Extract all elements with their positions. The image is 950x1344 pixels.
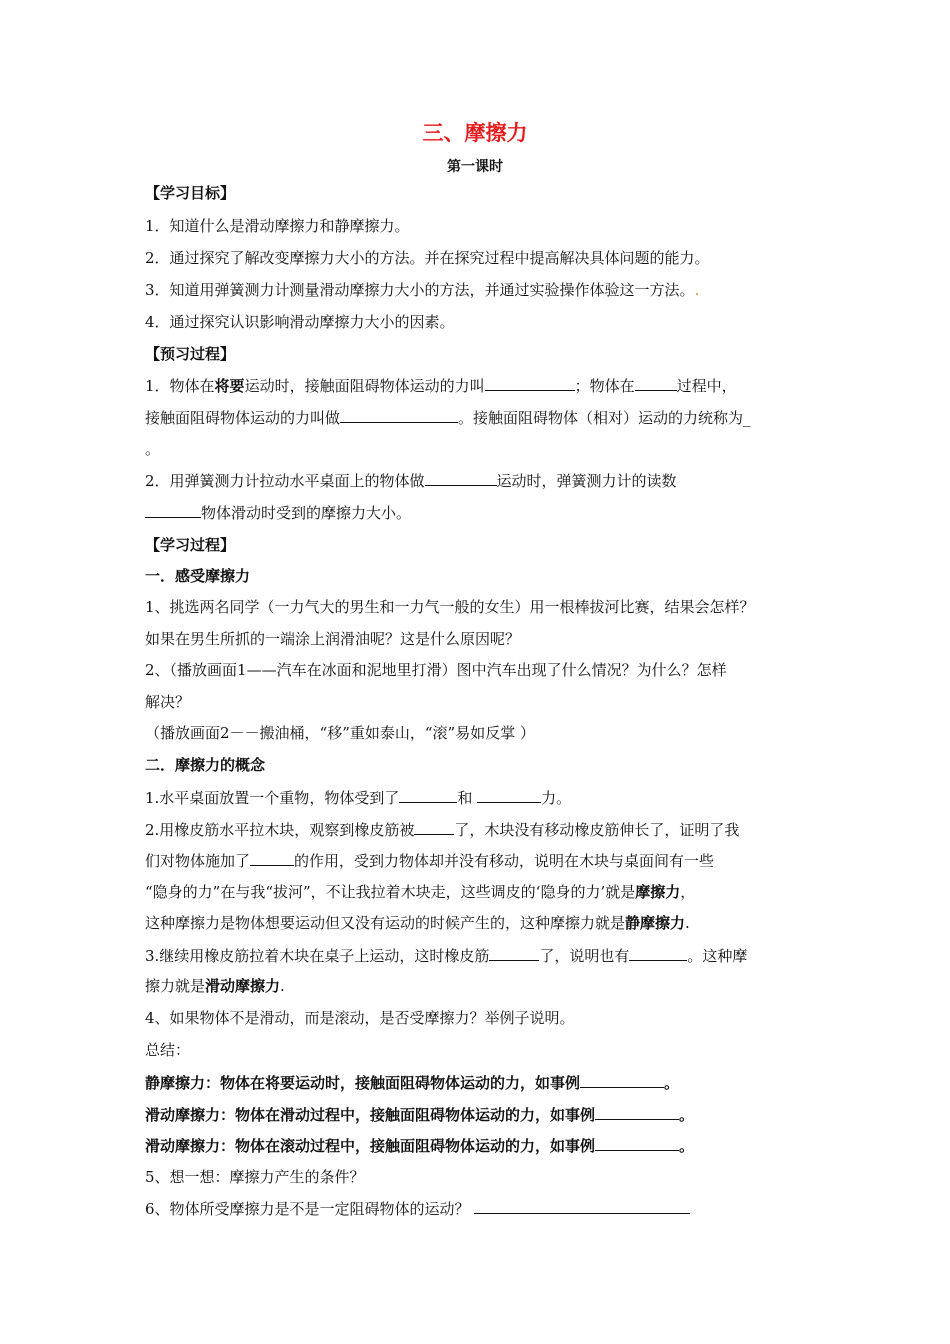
goals-heading: 【学习目标】 — [145, 184, 236, 202]
part2-p5: 5、想一想：摩擦力产生的条件？ — [145, 1168, 365, 1186]
text-run: 运动时，接触面阻碍物体运动的力叫 — [244, 377, 485, 395]
goal-item-text: 3．知道用弹簧测力计测量滑动摩擦力大小的方法，并通过实验操作体验这一方法。 — [145, 281, 695, 299]
text-run: 了，说明也有 — [539, 947, 630, 965]
text-run: 2.用橡皮筋水平拉木块，观察到橡皮筋被 — [145, 821, 415, 839]
answer-blank[interactable] — [425, 470, 497, 486]
part2-heading: 二．摩擦力的概念 — [145, 756, 266, 774]
text-run: 。接触面阻碍物体（相对）运动的力统称为_ — [458, 409, 751, 427]
answer-blank[interactable] — [489, 945, 539, 961]
preview-heading: 【预习过程】 — [145, 345, 236, 363]
answer-blank[interactable] — [250, 850, 294, 866]
text-run: 力。 — [541, 789, 572, 807]
page-title: 三、摩擦力 — [422, 121, 528, 145]
preview-q1-line3: 。 — [145, 440, 161, 458]
answer-blank[interactable] — [485, 375, 575, 391]
part1-text: （播放画面2－－搬油桶，“移”重如泰山，“滚”易如反掌 ） — [145, 724, 535, 742]
goal-item — [145, 280, 699, 300]
text-run: 了，木块没有移动橡皮筋伸长了，证明了我 — [454, 821, 740, 839]
goal-item-dot: . — [694, 281, 700, 299]
summary-label: 总结： — [145, 1041, 191, 1059]
text-run: 物体滑动时受到的摩擦力大小。 — [201, 504, 412, 522]
text-run: 。 — [679, 1106, 695, 1124]
text-run: . — [280, 977, 285, 995]
answer-blank[interactable] — [477, 787, 541, 803]
text-run: 运动时，弹簧测力计的读数 — [496, 472, 677, 490]
summary-rolling-friction — [145, 1135, 694, 1156]
text-run: 。 — [679, 1137, 695, 1155]
text-run: 静摩擦力：物体在将要运动时，接触面阻碍物体运动的力，如事例 — [145, 1074, 581, 1092]
part2-p2-line4 — [145, 913, 690, 933]
preview-q1-line2 — [145, 407, 751, 428]
text-run: 1．物体在 — [145, 377, 215, 395]
answer-blank[interactable] — [635, 375, 677, 391]
bold-run: 静摩擦力 — [625, 914, 686, 932]
part1-text: 2、（播放画面1——汽车在冰面和泥地里打滑）图中汽车出现了什么情况？为什么？怎样 — [145, 661, 727, 679]
preview-q2-line2 — [145, 502, 411, 523]
part2-p3 — [145, 945, 747, 966]
text-run: 6、物体所受摩擦力是不是一定阻碍物体的运动？ — [145, 1200, 470, 1218]
part2-p1 — [145, 787, 571, 808]
text-run: 这种摩擦力是物体想要运动但又没有运动的时候产生的，这种摩擦力就是 — [145, 914, 626, 932]
goal-item: 4．通过探究认识影响滑动摩擦力大小的因素。 — [145, 313, 455, 331]
answer-blank[interactable] — [595, 1135, 679, 1151]
part1-text: 如果在男生所抓的一端涂上润滑油呢？这是什么原因呢？ — [145, 630, 521, 648]
text-run: “隐身的力”在与我“拔河”，不让我拉着木块走，这些调皮的‘隐身的力’就是 — [145, 883, 636, 901]
goal-item: 2．通过探究了解改变摩擦力大小的方法。并在探究过程中提高解决具体问题的能力。 — [145, 249, 710, 267]
text-run: . — [685, 914, 690, 932]
process-heading: 【学习过程】 — [145, 536, 236, 554]
bold-run: 摩擦力 — [635, 883, 681, 901]
text-run: ， — [680, 883, 696, 901]
page-subtitle: 第一课时 — [447, 159, 503, 175]
part2-p2-line2 — [145, 850, 714, 871]
goal-item: 1．知道什么是滑动摩擦力和静摩擦力。 — [145, 217, 410, 235]
text-run: 擦力就是 — [145, 977, 206, 995]
answer-blank[interactable] — [474, 1198, 690, 1214]
bold-run: 滑动摩擦力 — [205, 977, 281, 995]
answer-blank[interactable] — [399, 787, 457, 803]
part2-p6 — [145, 1198, 690, 1219]
part2-p2 — [145, 819, 739, 840]
answer-blank[interactable] — [580, 1072, 664, 1088]
part2-p4: 4、如果物体不是滑动，而是滚动，是否受摩擦力？举例子说明。 — [145, 1009, 575, 1027]
text-run: 们对物体施加了 — [145, 852, 251, 870]
text-run: 和 — [457, 789, 478, 807]
part2-p3-line2 — [145, 976, 285, 996]
summary-sliding-friction — [145, 1104, 694, 1125]
summary-static-friction — [145, 1072, 679, 1093]
answer-blank[interactable] — [414, 819, 454, 835]
text-run: 2．用弹簧测力计拉动水平桌面上的物体做 — [145, 472, 425, 490]
answer-blank[interactable] — [629, 945, 687, 961]
part1-heading: 一．感受摩擦力 — [145, 567, 251, 585]
preview-q1 — [145, 375, 737, 396]
text-run: 接触面阻碍物体运动的力叫做 — [145, 409, 341, 427]
text-run: 1.水平桌面放置一个重物，物体受到了 — [145, 789, 400, 807]
text-run: 过程中， — [676, 377, 737, 395]
text-run: ；物体在 — [574, 377, 635, 395]
answer-blank[interactable] — [340, 407, 458, 423]
answer-blank[interactable] — [145, 502, 201, 518]
bold-run: 将要 — [214, 377, 245, 395]
text-run: 的作用，受到力物体却并没有移动，说明在木块与桌面间有一些 — [294, 852, 715, 870]
text-run: 滑动摩擦力：物体在滚动过程中，接触面阻碍物体运动的力，如事例 — [145, 1137, 596, 1155]
text-run: 3.继续用橡皮筋拉着木块在桌子上运动，这时橡皮筋 — [145, 947, 490, 965]
text-run: 滑动摩擦力：物体在滑动过程中，接触面阻碍物体运动的力，如事例 — [145, 1106, 596, 1124]
answer-blank[interactable] — [595, 1104, 679, 1120]
part1-text: 解决？ — [145, 693, 191, 711]
text-run: 。这种摩 — [687, 947, 748, 965]
text-run: 。 — [664, 1074, 680, 1092]
part2-p2-line3 — [145, 882, 695, 902]
preview-q2 — [145, 470, 677, 491]
part1-text: 1、挑选两名同学（一力气大的男生和一力气一般的女生）用一根棒拔河比赛，结果会怎样？ — [145, 598, 755, 616]
